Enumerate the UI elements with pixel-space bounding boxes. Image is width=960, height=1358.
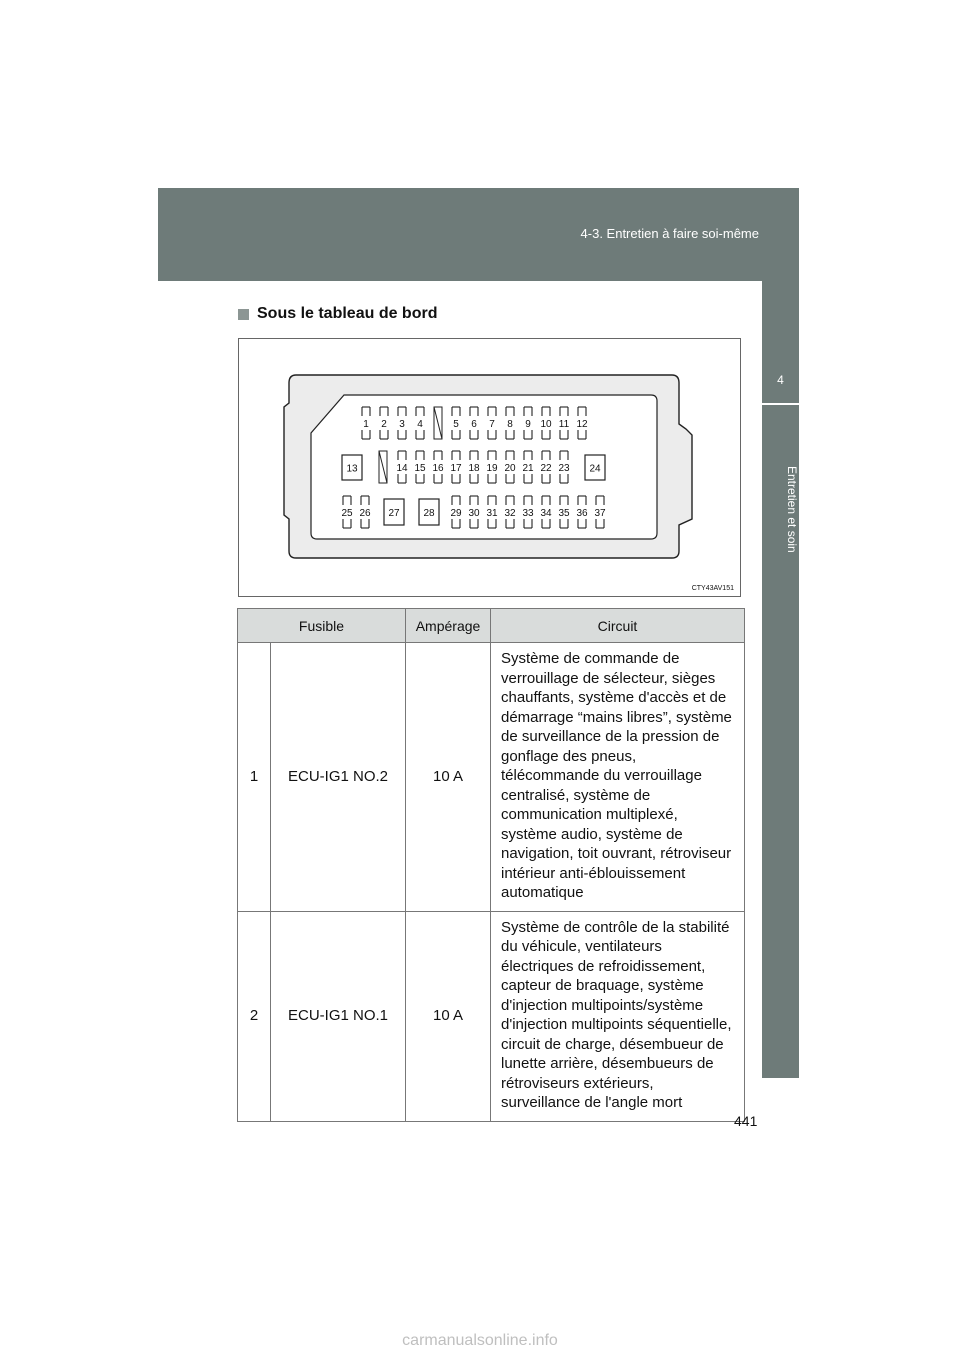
fuse-name: ECU-IG1 NO.2: [271, 643, 406, 912]
fuse-label: 14: [396, 463, 408, 474]
page-number: 441: [734, 1113, 758, 1129]
fuse-label: 27: [388, 508, 400, 519]
fuse-label: 10: [540, 419, 552, 430]
fuse-label: 8: [507, 419, 513, 430]
fuse-label: 19: [486, 463, 498, 474]
chapter-number: 4: [777, 373, 784, 387]
header-fuse: Fusible: [238, 609, 406, 643]
header-band: [158, 188, 799, 281]
chapter-title: Entretien et soin: [785, 465, 799, 553]
fuse-label: 17: [450, 463, 462, 474]
fuse-label: 26: [359, 508, 371, 519]
fuse-label: 15: [414, 463, 426, 474]
fuse-label: 22: [540, 463, 552, 474]
fuse-label: 11: [558, 419, 570, 430]
fuse-table: [237, 608, 745, 1122]
fuse-amperage: 10 A: [406, 643, 491, 912]
fuse-label: 30: [468, 508, 480, 519]
fuse-number: 2: [238, 911, 271, 1121]
square-bullet-icon: [238, 309, 249, 320]
chapter-side-tab: [762, 281, 799, 1078]
fuse-label: 31: [486, 508, 498, 519]
fuse-label: 34: [540, 508, 552, 519]
fuse-label: 24: [589, 463, 601, 475]
chapter-divider: [762, 403, 799, 405]
fuse-label: 29: [450, 508, 462, 519]
fuse-label: 5: [453, 419, 459, 430]
watermark: carmanualsonline.info: [402, 1332, 558, 1349]
table-row: [238, 911, 745, 1121]
fuse-label: 32: [504, 508, 516, 519]
fuse-circuit: Système de commande de verrouillage de sélecteur, sièges chauffants, système d'accès et de démarrage “mains libres”, système de surveillance de la pression de gonflage des pneus, télécommande du verrouillage centralisé, système de communication multiplexé, système audio, système de navigation, toit ouvrant, rétroviseur intérieur anti-éblouissement automatique: [491, 643, 745, 912]
fuse-label: 6: [471, 419, 477, 430]
fuse-label: 1: [363, 419, 369, 430]
fuse-amperage: 10 A: [406, 911, 491, 1121]
fuse-label: 4: [417, 419, 423, 430]
header-amperage: Ampérage: [406, 609, 491, 643]
fuse-label: 37: [594, 508, 606, 519]
fuse-label: 20: [504, 463, 516, 474]
table-header-row: [238, 609, 745, 643]
fuse-label: 7: [489, 419, 495, 430]
section-heading: [238, 305, 437, 323]
fuse-label: 16: [432, 463, 444, 474]
diagram-code: CTY43AV151: [691, 585, 734, 592]
fuse-label: 23: [558, 463, 570, 474]
fuse-circuit: Système de contrôle de la stabilité du véhicule, ventilateurs électriques de refroidissement, capteur de braquage, système d'injection multipoints/système d'injection multipoints séquentielle, circuit de charge, désembueur de lunette arrière, désembueurs de rétroviseurs extérieurs, surveillance de l'angle mort: [491, 911, 745, 1121]
fuse-label: 25: [341, 508, 353, 519]
fuse-label: 35: [558, 508, 570, 519]
fuse-label: 2: [381, 419, 387, 430]
fuse-number: 1: [238, 643, 271, 912]
fuse-label: 12: [576, 419, 588, 430]
table-row: [238, 643, 745, 912]
running-header: 4-3. Entretien à faire soi-même: [580, 226, 759, 241]
section-title-text: Sous le tableau de bord: [257, 305, 438, 322]
fuse-label: 21: [522, 463, 534, 474]
fuse-label: 13: [346, 463, 358, 475]
fuse-label: 18: [468, 463, 480, 474]
fuse-box-diagram: [238, 338, 741, 597]
fuse-label: 9: [525, 419, 531, 430]
fuse-label: 3: [399, 419, 405, 430]
fuse-box-drawing: [239, 339, 740, 596]
fuse-label: 28: [423, 508, 435, 519]
header-circuit: Circuit: [491, 609, 745, 643]
fuse-name: ECU-IG1 NO.1: [271, 911, 406, 1121]
fuse-label: 36: [576, 508, 588, 519]
fuse-label: 33: [522, 508, 534, 519]
